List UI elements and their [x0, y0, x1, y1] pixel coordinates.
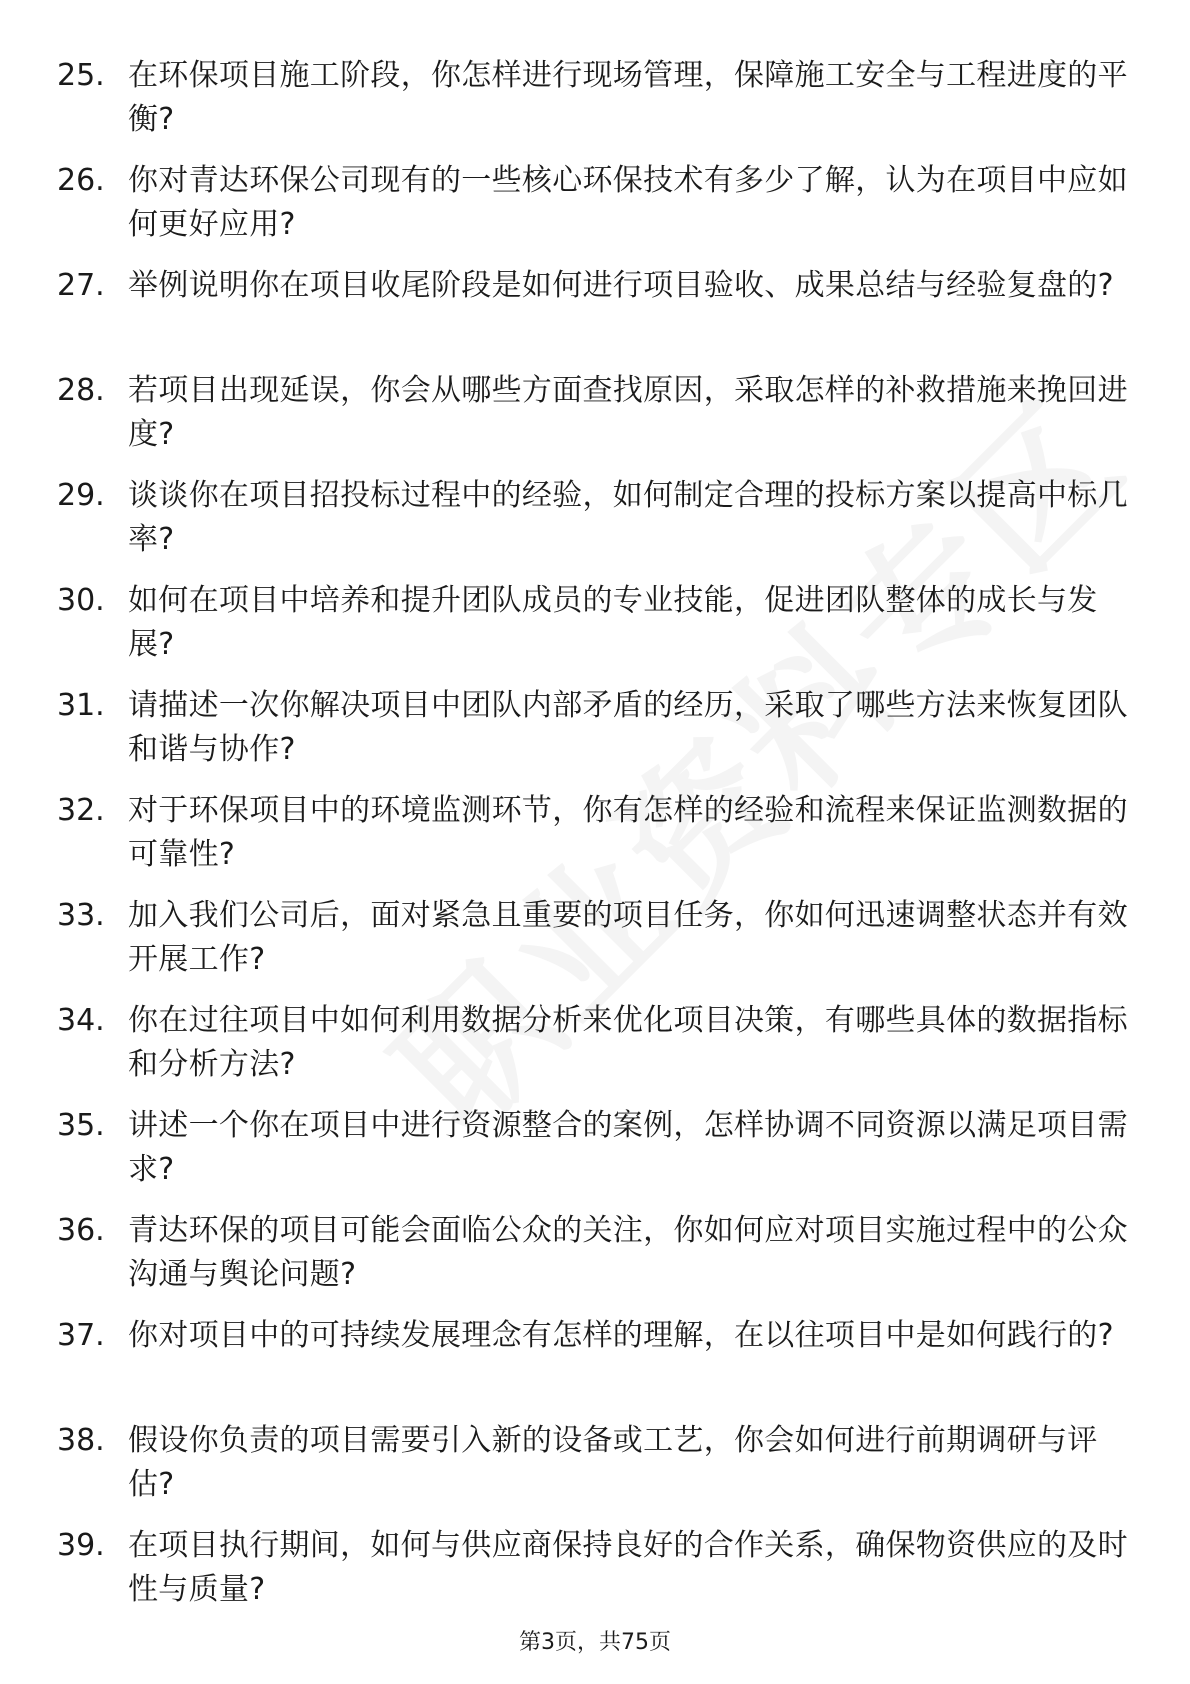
question-text: 假设你负责的项目需要引入新的设备或工艺，你会如何进行前期调研与评估? [128, 1423, 1098, 1502]
question-number: 39. [57, 1528, 105, 1563]
question-item [0, 1205, 1190, 1310]
question-number: 27. [57, 268, 105, 303]
question-item [0, 1520, 1190, 1625]
question-list [0, 50, 1190, 1625]
question-text: 在项目执行期间，如何与供应商保持良好的合作关系，确保物资供应的及时性与质量? [128, 1528, 1128, 1607]
question-item [0, 1415, 1190, 1520]
question-number: 33. [57, 898, 105, 933]
page-number: 第3页，共75页 [519, 1630, 671, 1655]
question-item [0, 155, 1190, 260]
question-text: 加入我们公司后，面对紧急且重要的项目任务，你如何迅速调整状态并有效开展工作? [128, 898, 1128, 977]
question-number: 37. [57, 1318, 105, 1353]
question-number: 25. [57, 58, 105, 93]
question-text: 在环保项目施工阶段，你怎样进行现场管理，保障施工安全与工程进度的平衡? [128, 58, 1128, 137]
question-number: 34. [57, 1003, 105, 1038]
question-text: 讲述一个你在项目中进行资源整合的案例，怎样协调不同资源以满足项目需求? [128, 1108, 1128, 1187]
question-text: 若项目出现延误，你会从哪些方面查找原因，采取怎样的补救措施来挽回进度? [128, 373, 1128, 452]
question-number: 26. [57, 163, 105, 198]
question-text: 对于环保项目中的环境监测环节，你有怎样的经验和流程来保证监测数据的可靠性? [128, 793, 1128, 872]
question-number: 28. [57, 373, 105, 408]
question-item [0, 1310, 1190, 1415]
question-text: 谈谈你在项目招投标过程中的经验，如何制定合理的投标方案以提高中标几率? [128, 478, 1128, 557]
question-text: 举例说明你在项目收尾阶段是如何进行项目验收、成果总结与经验复盘的? [128, 268, 1114, 303]
question-item [0, 575, 1190, 680]
question-text: 青达环保的项目可能会面临公众的关注，你如何应对项目实施过程中的公众沟通与舆论问题? [128, 1213, 1128, 1292]
question-text: 你对项目中的可持续发展理念有怎样的理解，在以往项目中是如何践行的? [128, 1318, 1114, 1353]
question-item [0, 50, 1190, 155]
question-number: 36. [57, 1213, 105, 1248]
question-item [0, 680, 1190, 785]
question-number: 38. [57, 1423, 105, 1458]
question-number: 32. [57, 793, 105, 828]
question-item [0, 1100, 1190, 1205]
question-number: 29. [57, 478, 105, 513]
question-item [0, 785, 1190, 890]
question-item [0, 890, 1190, 995]
question-item [0, 260, 1190, 365]
question-number: 35. [57, 1108, 105, 1143]
question-item [0, 995, 1190, 1100]
question-item [0, 365, 1190, 470]
question-number: 30. [57, 583, 105, 618]
question-text: 你在过往项目中如何利用数据分析来优化项目决策，有哪些具体的数据指标和分析方法? [128, 1003, 1128, 1082]
question-text: 如何在项目中培养和提升团队成员的专业技能，促进团队整体的成长与发展? [128, 583, 1098, 662]
question-item [0, 470, 1190, 575]
question-text: 你对青达环保公司现有的一些核心环保技术有多少了解，认为在项目中应如何更好应用? [128, 163, 1128, 242]
question-number: 31. [57, 688, 105, 723]
question-text: 请描述一次你解决项目中团队内部矛盾的经历，采取了哪些方法来恢复团队和谐与协作? [128, 688, 1128, 767]
